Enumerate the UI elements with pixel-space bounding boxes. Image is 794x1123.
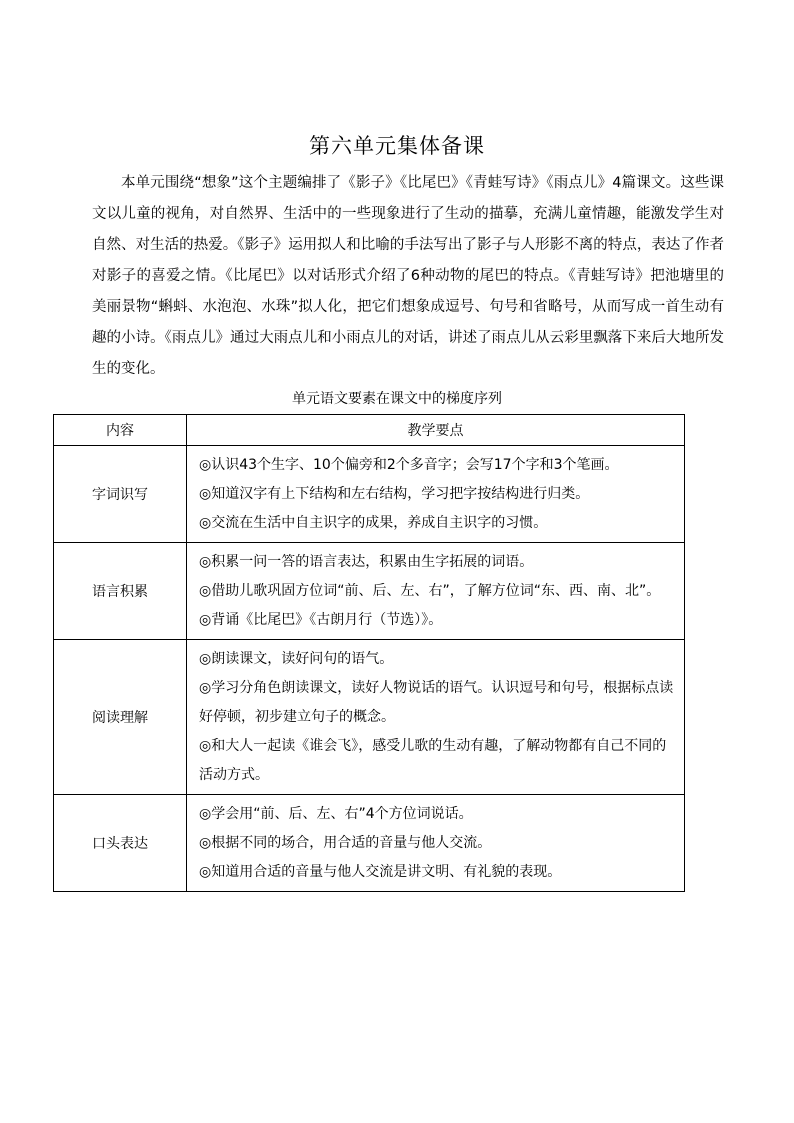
row-topic: 字词识写: [54, 446, 187, 543]
point-item: ◎积累一问一答的语言表达，积累由生字拓展的词语。: [199, 554, 534, 570]
teaching-points-table: [53, 414, 685, 892]
row-points: [187, 446, 685, 543]
point-item: ◎学会用“前、后、左、右”4个方位词说话。: [199, 806, 473, 822]
table-header-row: [54, 415, 685, 446]
row-topic: 阅读理解: [54, 640, 187, 795]
table-row: [54, 543, 685, 640]
point-item: ◎朗读课文，读好问句的语气。: [199, 651, 394, 667]
header-content: 内容: [54, 415, 187, 446]
point-item: ◎和大人一起读《谁会飞》，感受儿歌的生动有趣，了解动物都有自己不同的活动方式。: [199, 738, 667, 783]
row-points: [187, 640, 685, 795]
point-item: ◎借助儿歌巩固方位词“前、后、左、右”，了解方位词“东、西、南、北”。: [199, 583, 661, 599]
intro-paragraph: 本单元围绕“想象”这个主题编排了《影子》《比尾巴》《青蛙写诗》《雨点儿》4篇课文。这些课文以儿童的视角，对自然界、生活中的一些现象进行了生动的描摹，充满儿童情趣，能激发学生对自然、对生活的热爱。《影子》运用拟人和比喻的手法写出了影子与人形影不离的特点，表达了作者对影子的喜爱之情。《比尾巴》以对话形式介绍了6种动物的尾巴的特点。《青蛙写诗》把池塘里的美丽景物“蝌蚪、水泡泡、水珠”拟人化，把它们想象成逗号、句号和省略号，从而写成一首生动有趣的小诗。《雨点儿》通过大雨点儿和小雨点儿的对话，讲述了雨点儿从云彩里飘落下来后大地所发生的变化。: [92, 175, 724, 377]
page-title: 第六单元集体备课: [309, 134, 485, 158]
point-item: ◎知道汉字有上下结构和左右结构，学习把字按结构进行归类。: [199, 486, 590, 502]
point-item: ◎认识43个生字、10个偏旁和2个多音字；会写17个字和3个笔画。: [199, 457, 619, 473]
point-item: ◎学习分角色朗读课文，读好人物说话的语气。认识逗号和句号，根据标点读好停顿，初步建立句子的概念。: [199, 680, 674, 725]
table-row: [54, 795, 685, 892]
point-item: ◎交流在生活中自主识字的成果，养成自主识字的习惯。: [199, 515, 548, 531]
point-item: ◎根据不同的场合，用合适的音量与他人交流。: [199, 835, 492, 851]
row-topic: 语言积累: [54, 543, 187, 640]
table-row: [54, 640, 685, 795]
header-teaching-points: 教学要点: [187, 415, 685, 446]
table-row: [54, 446, 685, 543]
point-item: ◎知道用合适的音量与他人交流是讲文明、有礼貌的表现。: [199, 864, 562, 880]
row-points: [187, 543, 685, 640]
row-points: [187, 795, 685, 892]
point-item: ◎背诵《比尾巴》《古朗月行（节选）》。: [199, 612, 443, 628]
table-caption: 单元语文要素在课文中的梯度序列: [292, 391, 502, 407]
row-topic: 口头表达: [54, 795, 187, 892]
